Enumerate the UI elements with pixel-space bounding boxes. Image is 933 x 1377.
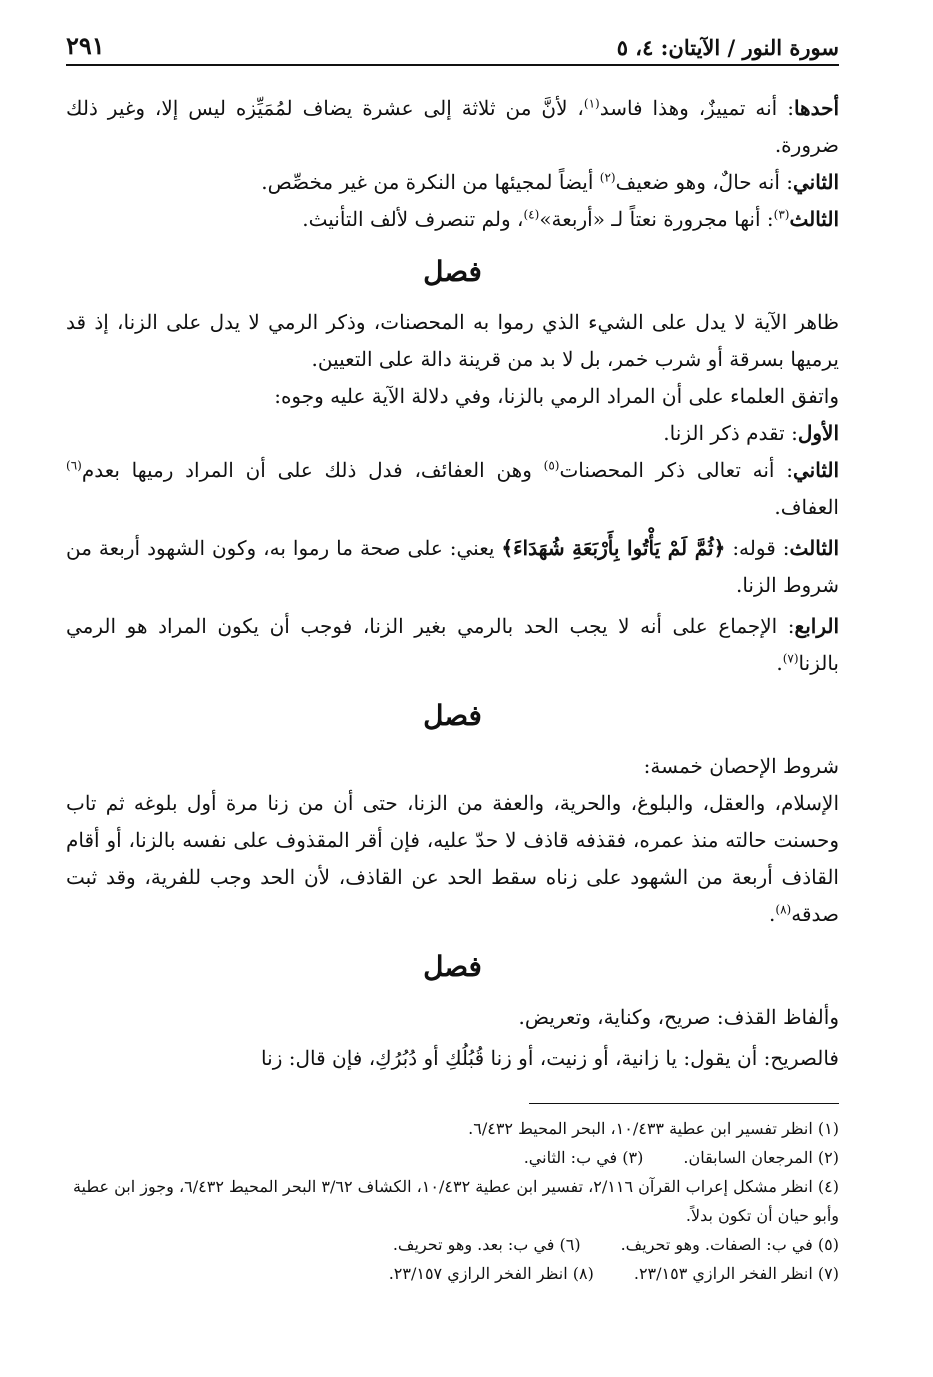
text-span: ، لأنَّ من ثلاثة إلى عشرة يضاف لمُمَيِّزه ليس إلا، وغير ذلك ضرورة. [66,96,839,157]
footnote-2: (٢) المرجعان السابقان. [683,1148,839,1167]
footnote-ref[interactable]: (٥) [543,458,560,473]
header-title: سورة النور / الآيتان: ٤، ٥ [616,35,839,60]
text-span: : أنها مجرورة نعتاً لـ «أربعة» [539,207,774,231]
text-span: : أنه تعالى ذكر المحصنات [559,458,793,482]
running-header [66,30,839,66]
footnote-ref[interactable]: (٨) [775,902,792,917]
footnote-row [66,1143,839,1172]
footnote-7: (٧) انظر الفخر الرازي ٢٣/١٥٣. [633,1264,839,1283]
label-third: الثالث [789,207,839,231]
text-span: : تقدم ذكر الزنا. [663,421,798,445]
footnote-8: (٨) انظر الفخر الرازي ٢٣/١٥٧. [388,1264,594,1283]
footnote-separator [529,1103,839,1104]
paragraph-fourth-reason [66,608,839,682]
paragraph-first-reason [66,415,839,452]
text-span: الإسلام، والعقل، والبلوغ، والحرية، والعفة من الزنا، حتى أن من زنا مرة أول بلوغه ثم تاب وحسنت حالته منذ عمره، فقذفه قاذف لا حدّ عليه، فإن أقر المقذوف على نفسه بالزنا، أو أقام القاذف أربعة من الشهود على زناه سقط الحد عن القاذف، لأن الحد وجب للفرية، وقد ثبت صدقه [66,791,839,926]
section-heading: فصل [423,699,482,732]
footnote-4: (٤) انظر مشكل إعراب القرآن ٢/١١٦، تفسير ابن عطية ١٠/٤٣٢، الكشاف ٣/٦٢ البحر المحيط ٦/٤٣٢، وجوز ابن عطية وأبو حيان أن تكون بدلاً. [72,1177,839,1225]
label-fourth: الرابع [794,614,839,638]
quran-verse: ﴿ثُمَّ لَمْ يَأْتُوا بِأَرْبَعَةِ شُهَدَاءَ﴾ [501,536,726,560]
text-span: : أنه تمييزٌ، وهذا فاسد [599,96,794,120]
label-second: الثاني [792,458,839,482]
text-span: وهن العفائف، فدل ذلك على أن المراد رميها بعدم [81,458,544,482]
footnote-1: (١) انظر تفسير ابن عطية ١٠/٤٣٣، البحر المحيط ٦/٤٣٢. [468,1119,839,1138]
footnote-ref[interactable]: (٤) [523,207,540,222]
paragraph-conditions-intro: شروط الإحصان خمسة: [643,754,839,778]
label-first: أحدها [793,96,839,120]
section-heading: فصل [423,255,482,288]
footnote-ref[interactable]: (٦) [66,458,82,473]
text-span: العفاف. [774,495,839,519]
label-second: الثاني [792,170,839,194]
footnote-ref[interactable]: (٣) [773,207,790,222]
paragraph-qadhf-types: وألفاظ القذف: صريح، وكناية، وتعريض. [518,1005,839,1029]
text-span: : أنه حالٌ، وهو ضعيف [615,170,793,194]
footnote-ref[interactable]: (٧) [782,651,799,666]
footnote-ref[interactable]: (٢) [599,170,616,185]
paragraph-third [66,201,839,238]
text-span: ، ولم تنصرف لألف التأنيث. [302,207,524,231]
label-first: الأول [797,421,839,445]
footnote-row [66,1259,839,1288]
paragraph-agree: واتفق العلماء على أن المراد الرمي بالزنا، وفي دلالة الآية عليه وجوه: [274,384,839,408]
paragraph-third-reason [66,530,839,604]
section-heading: فصل [423,950,482,983]
paragraph-second-reason [66,452,839,526]
main-text [66,90,839,1077]
page-number: ٢٩١ [66,31,105,60]
text-span: : قوله: [725,536,790,560]
footnote-6: (٦) في ب: بعد. وهو تحريف. [392,1235,581,1254]
footnote-ref[interactable]: (١) [583,96,600,111]
footnotes [66,1114,839,1288]
paragraph-conditions [66,785,839,933]
text-span: . [776,651,783,675]
footnote-row [66,1230,839,1259]
text-span: : الإجماع على أنه لا يجب الحد بالرمي بغير الزنا، فوجب أن يكون المراد هو الرمي بالزنا [66,614,839,675]
text-span: يعني: على صحة ما رموا به، وكون الشهود أربعة من شروط الزنا. [66,536,839,597]
footnote-3: (٣) في ب: الثاني. [523,1148,644,1167]
paragraph-explicit: فالصريح: أن يقول: يا زانية، أو زنيت، أو زنا قُبُلُكِ أو دُبُرُكِ، فإن قال: زنا [261,1046,839,1070]
paragraph-intro: ظاهر الآية لا يدل على الشيء الذي رموا به المحصنات، وذكر الرمي لا يدل على الزنا، إذ قد يرميها بسرقة أو شرب خمر، بل لا بد من قرينة دالة على التعيين. [66,310,839,371]
text-span: أيضاً لمجيئها من النكرة من غير مخصِّص. [261,170,600,194]
text-span: . [769,902,776,926]
label-third: الثالث [789,536,840,560]
footnote-5: (٥) في ب: الصفات. وهو تحريف. [620,1235,839,1254]
paragraph-first [66,90,839,164]
paragraph-second [66,164,839,201]
